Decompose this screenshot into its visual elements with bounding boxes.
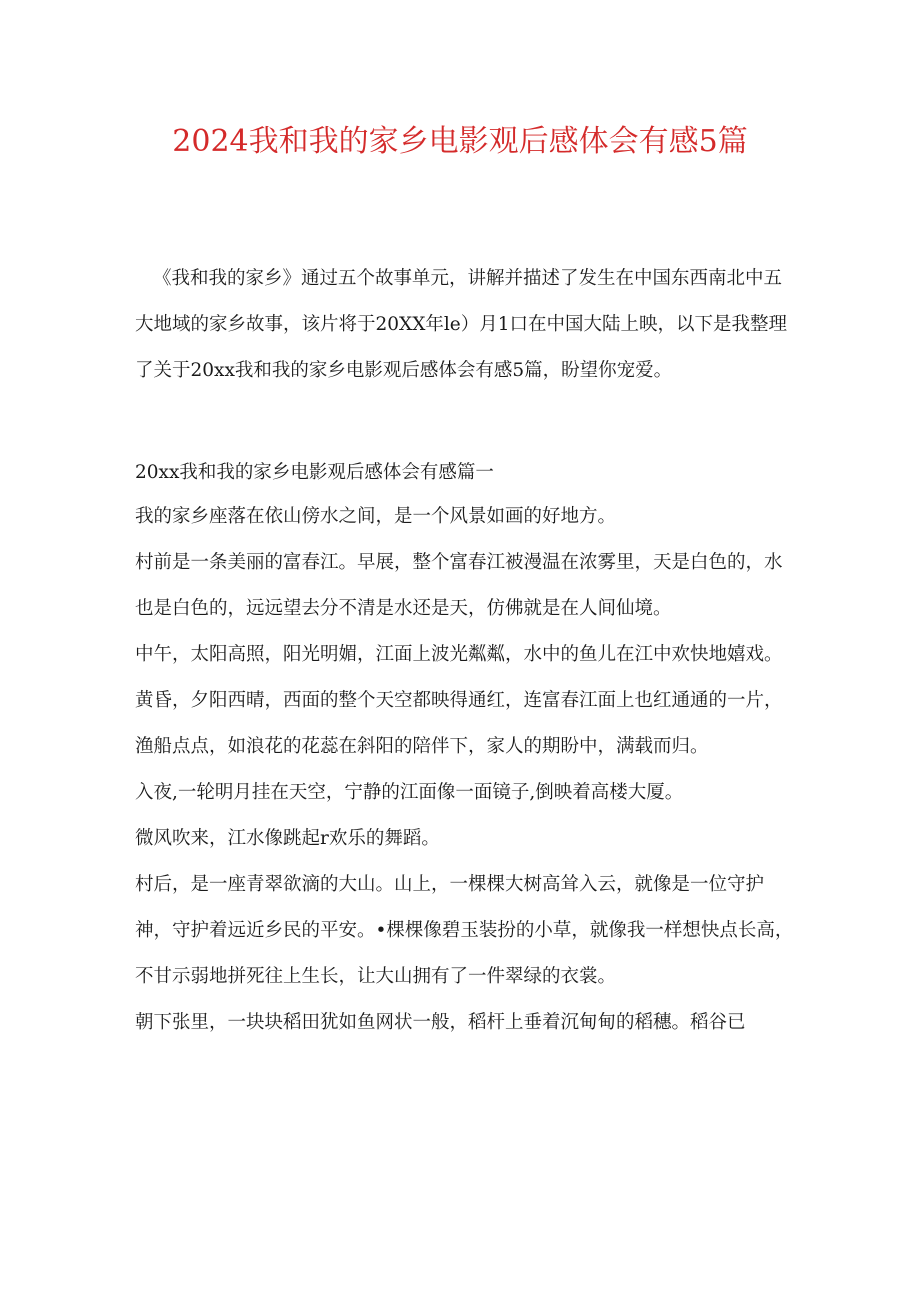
paragraph: 村后，是一座青翠欲滴的大山。山上，一棵棵大树高耸入云，就像是一位守护神，守护着远近乡民的平安。•棵棵像碧玉装扮的小草，就像我一样想快点长高，不甘示弱地拼死往上生长，让大山拥有了一件翠绿的衣裳。 <box>135 874 794 987</box>
paragraph: 微风吹来，江水像跳起r欢乐的舞蹈。 <box>135 828 440 849</box>
intro-paragraph: 《我和我的家乡》通过五个故事单元，讲解并描述了发生在中国东西南北中五大地域的家乡故事，该片将于20XX年le）月1口在中国大陆上映，以下是我整理了关于20xx我和我的家乡电影观后感体会有感5篇，盼望你宠爱。 <box>135 268 788 381</box>
paragraph: 入夜,一轮明月挂在天空，宁静的江面像一面镜子,倒映着高楼大厦。 <box>135 782 684 803</box>
section-heading: 20xx我和我的家乡电影观后感体会有感篇一 <box>135 462 494 483</box>
paragraph: 村前是一条美丽的富春江。早展，整个富春江被漫温在浓雾里，天是白色的，水也是白色的，远远望去分不清是水还是天，仿佛就是在人间仙境。 <box>135 552 783 619</box>
paragraph: 朝下张里，一块块稻田犹如鱼网状一般，稻杆上垂着沉甸甸的稻穗。稻谷已 <box>135 1012 746 1033</box>
body-text <box>135 494 795 1046</box>
paragraph: 中午，太阳高照，阳光明媚，江面上波光粼粼，水中的鱼儿在江中欢快地嬉戏。 <box>135 644 783 665</box>
paragraph: 黄昏，夕阳西晴，西面的整个天空都映得通红，连富春江面上也红通通的一片，渔船点点，如浪花的花蕊在斜阳的陪伴下，家人的期盼中，满载而归。 <box>135 690 783 757</box>
document-title: 2024我和我的家乡电影观后感体会有感5篇 <box>172 124 748 159</box>
paragraph: 我的家乡座落在依山傍水之间，是一个风景如画的好地方。 <box>135 506 617 527</box>
